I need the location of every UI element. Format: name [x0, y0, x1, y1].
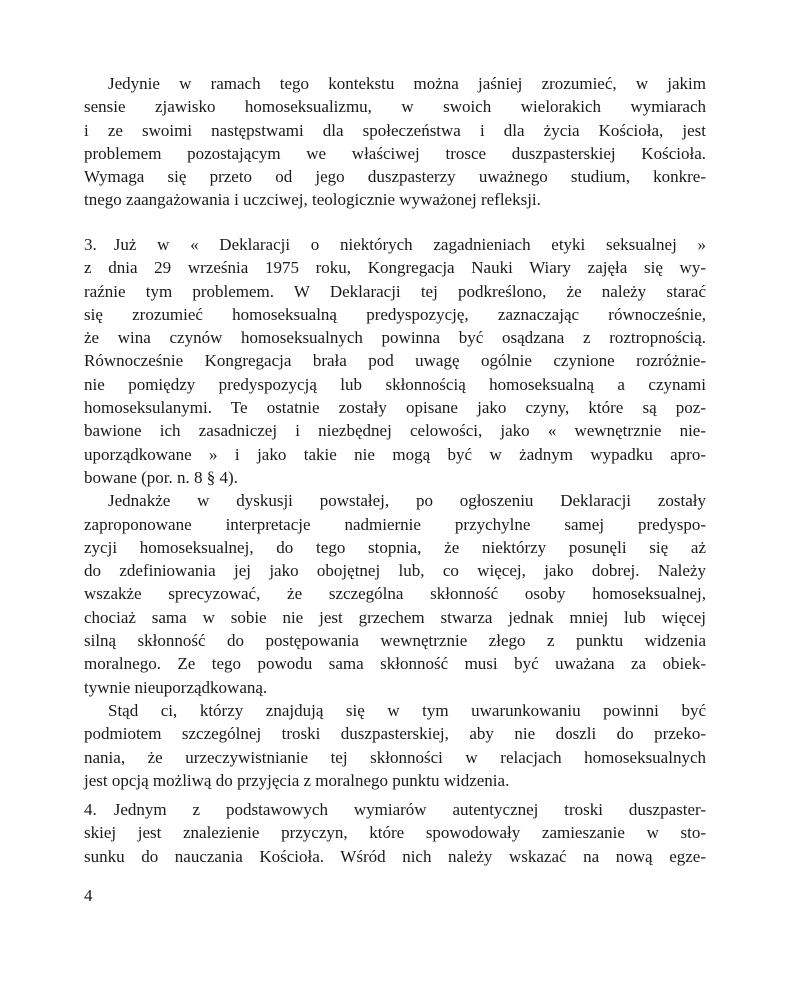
text-line: że wina czynów homoseksualnych powinna być osądzana z roztropnością.	[84, 328, 706, 348]
text-line: sensie zjawisko homoseksualizmu, w swoich wielorakich wymiarach	[84, 97, 706, 117]
text-line: i ze swoimi następstwami dla społeczeństwa i dla życia Kościoła, jest	[84, 120, 706, 140]
text-line: bowane (por. n. 8 § 4).	[84, 467, 238, 487]
text-line: skiej jest znalezienie przyczyn, które spowodowały zamieszanie w sto-	[84, 823, 706, 843]
section-3	[84, 233, 706, 792]
text-line: moralnego. Ze tego powodu sama skłonność musi być uważana za obiek-	[84, 654, 706, 674]
text-line: zycji homoseksualnej, do tego stopnia, że niektórzy posunęli się aż	[84, 537, 706, 557]
text-line: tnego zaangażowania i uczciwej, teologicznie wyważonej refleksji.	[84, 190, 541, 210]
text-line: raźnie tym problemem. W Deklaracji tej podkreślono, że należy starać	[84, 281, 706, 301]
text-line: do zdefiniowania jej jako obojętnej lub, co więcej, jako dobrej. Należy	[84, 561, 706, 581]
text-line: Wymaga się przeto od jego duszpasterzy uważnego studium, konkre-	[84, 167, 706, 187]
text-line: sunku do nauczania Kościoła. Wśród nich należy wskazać na nową egze-	[84, 846, 706, 866]
text-line: tywnie nieuporządkowaną.	[84, 677, 268, 697]
text-line: chociaż sama w sobie nie jest grzechem stwarza jednak mniej lub więcej	[84, 607, 706, 627]
text-line: homoseksulanymi. Te ostatnie zostały opisane jako czyny, które są poz-	[84, 398, 706, 418]
text-line: wszakże sprecyzować, że szczególna skłonność osoby homoseksualnej,	[84, 584, 706, 604]
text-line: jest opcją możliwą do przyjęcia z moralnego punktu widzenia.	[84, 770, 510, 790]
text-line: Jednakże w dyskusji powstałej, po ogłoszeniu Deklaracji zostały	[108, 491, 706, 511]
text-line: uporządkowane » i jako takie nie mogą być w żadnym wypadku apro-	[84, 444, 706, 464]
text-line: 3. Już w « Deklaracji o niektórych zagadnieniach etyki seksualnej »	[84, 235, 706, 254]
text-line: silną skłonność do postępowania wewnętrznie złego z punktu widzenia	[84, 631, 706, 651]
paragraph-context	[84, 72, 706, 212]
text-line: zaproponowane interpretacje nadmiernie przychylne samej predyspo-	[84, 514, 706, 534]
text-line: 4. Jednym z podstawowych wymiarów autentycznej troski duszpaster-	[84, 800, 706, 819]
page-number: 4	[84, 886, 93, 905]
text-line: Jedynie w ramach tego kontekstu można jaśniej zrozumieć, w jakim	[108, 74, 706, 93]
section-4	[84, 798, 706, 868]
text-line: podmiotem szczególnej troski duszpasterskiej, aby nie doszli do przeko-	[84, 724, 706, 744]
text-line: z dnia 29 września 1975 roku, Kongregacja Nauki Wiary zajęła się wy-	[84, 258, 706, 278]
text-line: bawione ich zasadniczej i niezbędnej celowości, jako « wewnętrznie nie-	[84, 421, 706, 441]
text-line: się zrozumieć homoseksualną predyspozycję, zaznaczając równocześnie,	[84, 304, 706, 324]
text-line: nania, że urzeczywistnianie tej skłonności w relacjach homoseksualnych	[84, 747, 706, 767]
text-line: Równocześnie Kongregacja brała pod uwagę ogólnie czynione rozróżnie-	[84, 351, 706, 371]
text-line: problemem pozostającym we właściwej trosce duszpasterskiej Kościoła.	[84, 143, 706, 163]
text-line: nie pomiędzy predyspozycją lub skłonnością homoseksualną a czynami	[84, 374, 706, 394]
text-line: Stąd ci, którzy znajdują się w tym uwarunkowaniu powinni być	[108, 700, 706, 720]
